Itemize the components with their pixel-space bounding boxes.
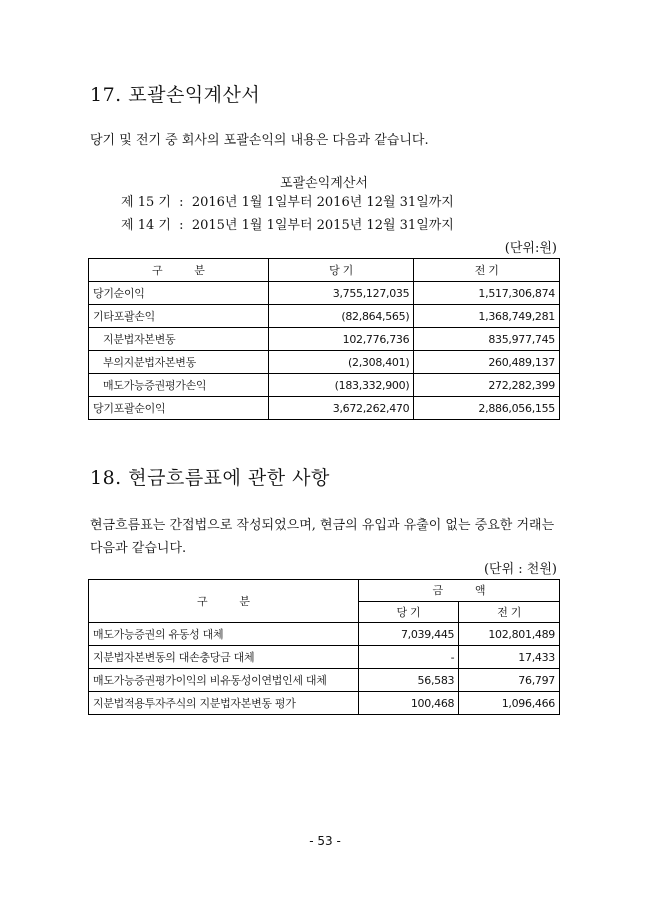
header-current: 당 기 [268, 259, 414, 282]
comprehensive-income-table [88, 258, 560, 420]
section-18-intro-line2: 다음과 같습니다. [90, 541, 187, 556]
row-label: 기타포괄손익 [89, 305, 269, 328]
table-row [89, 328, 560, 351]
header-category: 구 분 [89, 259, 269, 282]
cash-flow-table [88, 579, 560, 715]
prior-value: 102,801,489 [459, 623, 560, 646]
table-row [89, 282, 560, 305]
table-row [89, 646, 560, 669]
current-value: - [358, 646, 459, 669]
table-row [89, 397, 560, 420]
table-row [89, 351, 560, 374]
prior-value: 2,886,056,155 [414, 397, 560, 420]
current-value: 100,468 [358, 692, 459, 715]
row-label: 지분법자본변동의 대손충당금 대체 [89, 646, 359, 669]
section-18-heading: 18. 현금흐름표에 관한 사항 [90, 467, 330, 489]
unit-label-17: (단위:원) [504, 241, 557, 256]
prior-value: 1,096,466 [459, 692, 560, 715]
current-value: 7,039,445 [358, 623, 459, 646]
prior-value: 1,368,749,281 [414, 305, 560, 328]
section-17-heading: 17. 포괄손익계산서 [90, 84, 261, 106]
prior-value: 1,517,306,874 [414, 282, 560, 305]
current-value: (82,864,565) [268, 305, 414, 328]
section-18-intro-line1: 현금흐름표는 간접법으로 작성되었으며, 현금의 유입과 유출이 없는 중요한 거래는 [90, 518, 555, 533]
prior-value: 17,433 [459, 646, 560, 669]
header-prior: 전 기 [414, 259, 560, 282]
current-value: (2,308,401) [268, 351, 414, 374]
prior-value: 835,977,745 [414, 328, 560, 351]
current-value: 102,776,736 [268, 328, 414, 351]
current-value: 56,583 [358, 669, 459, 692]
header-amount: 금 액 [358, 580, 559, 602]
row-label: 당기포괄순이익 [89, 397, 269, 420]
header-current: 당 기 [358, 601, 459, 623]
period-prior: 제 14 기 : 2015년 1월 1일부터 2015년 12월 31일까지 [121, 218, 454, 233]
row-label: 지분법적용투자주식의 지분법자본변동 평가 [89, 692, 359, 715]
table-row [89, 305, 560, 328]
prior-value: 272,282,399 [414, 374, 560, 397]
table-header-row [89, 259, 560, 282]
current-value: (183,332,900) [268, 374, 414, 397]
current-value: 3,755,127,035 [268, 282, 414, 305]
row-label: 당기순이익 [89, 282, 269, 305]
period-current: 제 15 기 : 2016년 1월 1일부터 2016년 12월 31일까지 [121, 195, 454, 210]
current-value: 3,672,262,470 [268, 397, 414, 420]
row-label: 부의지분법자본변동 [89, 351, 269, 374]
table-row [89, 623, 560, 646]
unit-label-18: (단위 : 천원) [483, 562, 557, 577]
prior-value: 260,489,137 [414, 351, 560, 374]
page-number: - 53 - [309, 834, 341, 848]
prior-value: 76,797 [459, 669, 560, 692]
table-header-row [89, 580, 560, 602]
table-row [89, 374, 560, 397]
header-category: 구 분 [89, 580, 359, 623]
row-label: 지분법자본변동 [89, 328, 269, 351]
row-label: 매도가능증권평가손익 [89, 374, 269, 397]
row-label: 매도가능증권의 유동성 대체 [89, 623, 359, 646]
section-17-intro: 당기 및 전기 중 회사의 포괄손익의 내용은 다음과 같습니다. [90, 133, 429, 148]
table-row [89, 692, 560, 715]
header-prior: 전 기 [459, 601, 560, 623]
table-row [89, 669, 560, 692]
statement-title: 포괄손익계산서 [280, 176, 368, 191]
row-label: 매도가능증권평가이익의 비유동성이연법인세 대체 [89, 669, 359, 692]
